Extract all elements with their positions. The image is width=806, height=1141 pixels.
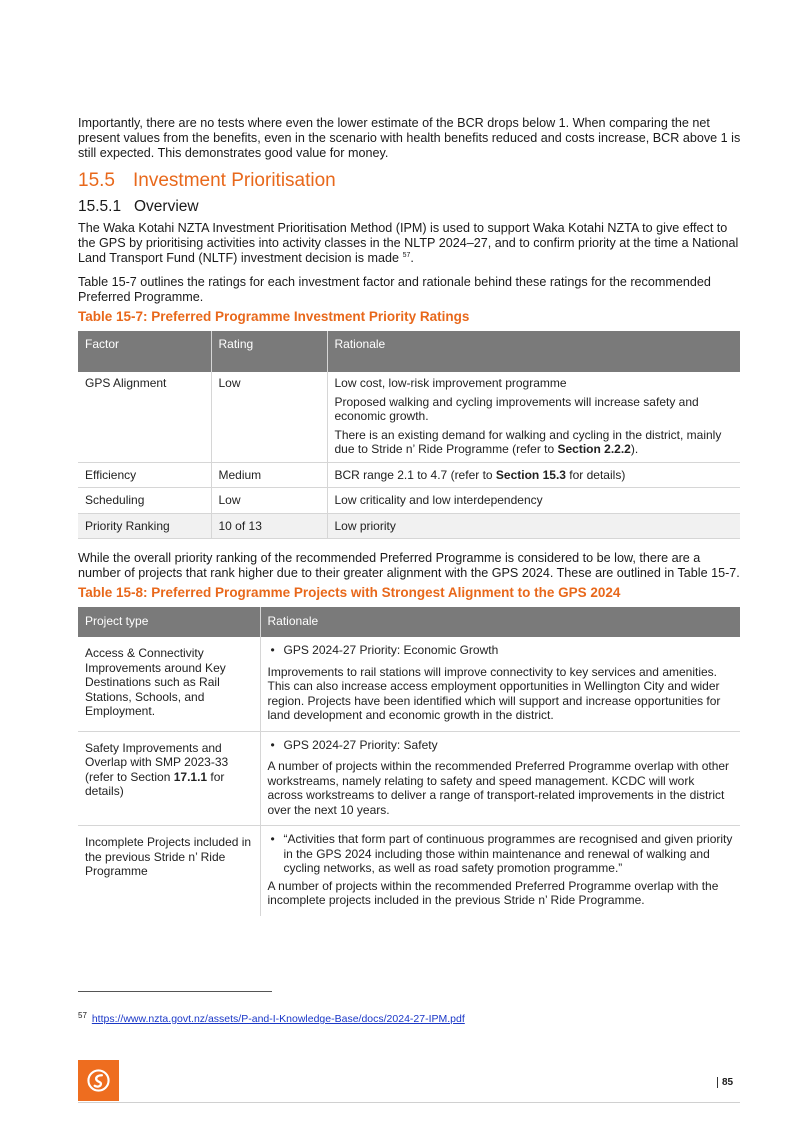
rationale-text: A number of projects within the recommended Preferred Programme overlap with the incomplete projects included in the previous Stride n’ Ride Programme. bbox=[267, 878, 719, 907]
section-ref: 17.1.1 bbox=[173, 769, 208, 784]
table-row bbox=[78, 826, 740, 916]
overview-text: The Waka Kotahi NZTA Investment Prioritisation Method (IPM) is used to support Waka Kotahi NZTA to give effect to the GPS by prioritising activities into activity classes in the NLTP 2024–27, and to confirm priority at the time a National Land Transport Fund (NLTF) investment decision is made bbox=[78, 221, 739, 265]
cell-rationale: Low priority bbox=[327, 513, 740, 539]
table-row bbox=[78, 513, 740, 539]
intro-paragraph: Importantly, there are no tests where even the lower estimate of the BCR drops below 1. When comparing the net present values from the benefits, even in the scenario with health benefits reduced and costs increase, BCR above 1 is still expected. This demonstrates good value for money. bbox=[78, 116, 741, 160]
cell-rationale: Low criticality and low interdependency bbox=[327, 488, 740, 514]
rationale-text: BCR range 2.1 to 4.7 (refer to bbox=[334, 467, 496, 482]
subsection-number: 15.5.1 bbox=[78, 198, 122, 215]
section-ref: Section 2.2.2 bbox=[557, 442, 631, 456]
header-rating: Rating bbox=[211, 331, 327, 372]
cell-project-type bbox=[78, 731, 260, 826]
cell-project-type: Incomplete Projects included in the previous Stride n’ Ride Programme bbox=[85, 835, 252, 878]
cell-rationale bbox=[260, 637, 740, 731]
cell-rationale bbox=[327, 462, 740, 488]
gps-alignment-table bbox=[78, 607, 740, 916]
table-row bbox=[78, 488, 740, 514]
table8-caption: Table 15-8: Preferred Programme Projects with Strongest Alignment to the GPS 2024 bbox=[78, 585, 621, 600]
section-title: Investment Prioritisation bbox=[133, 170, 336, 191]
header-rationale: Rationale bbox=[327, 331, 740, 372]
header-project-type: Project type bbox=[78, 607, 260, 637]
priority-ratings-table bbox=[78, 331, 740, 539]
list-item: • GPS 2024-27 Priority: Economic Growth bbox=[268, 643, 734, 658]
subsection-heading bbox=[78, 198, 742, 216]
brand-logo-icon bbox=[78, 1060, 119, 1101]
footnote-link[interactable]: https://www.nzta.govt.nz/assets/P-and-I-Knowledge-Base/docs/2024-27-IPM.pdf bbox=[91, 1013, 465, 1025]
cell-rating: Low bbox=[211, 488, 327, 514]
table-row bbox=[78, 731, 740, 826]
header-rationale: Rationale bbox=[260, 607, 740, 637]
section-ref: Section 15.3 bbox=[495, 467, 566, 482]
footnote-ref-57[interactable]: 57 bbox=[402, 251, 411, 259]
table-row bbox=[78, 462, 740, 488]
footer-divider bbox=[78, 1102, 740, 1103]
section-heading bbox=[78, 170, 742, 192]
cell-rating: Low bbox=[211, 372, 327, 462]
table-header-row bbox=[78, 331, 740, 372]
page-content bbox=[78, 116, 742, 916]
list-item: • “Activities that form part of continuous programmes are recognised and given priority in the GPS 2024 including those within maintenance and renewal of walking and cycling networks, as well as road safety promotion programme.” bbox=[268, 832, 734, 876]
cell-rationale bbox=[327, 372, 740, 462]
footnote-number: 57 bbox=[78, 1010, 87, 1020]
rationale-line: Proposed walking and cycling improvements will increase safety and economic growth. bbox=[334, 394, 699, 423]
rationale-text: for details) bbox=[565, 467, 626, 482]
priority-list bbox=[268, 832, 734, 876]
overview-paragraph bbox=[78, 221, 742, 266]
table7-intro: Table 15-7 outlines the ratings for each investment factor and rationale behind these ratings for the recommended Preferred Programme. bbox=[78, 275, 711, 304]
priority-list bbox=[268, 738, 734, 753]
cell-rationale bbox=[260, 731, 740, 826]
rationale-text: Improvements to rail stations will improve connectivity to key services and amenities. This can also increase access employment opportunities in Wellington City and wider region. Projects have been identified which will support and increase opportunities for land development and economic growth in the district. bbox=[267, 664, 721, 722]
overview-period: . bbox=[410, 251, 414, 265]
rationale-line bbox=[335, 428, 734, 457]
cell-factor: Scheduling bbox=[78, 488, 211, 514]
cell-project-type: Access & Connectivity Improvements around Key Destinations such as Rail Stations, Schools, and Employment. bbox=[78, 637, 260, 731]
footnote-divider bbox=[78, 991, 272, 992]
rationale-text: ). bbox=[630, 442, 639, 456]
rationale-text: A number of projects within the recommended Preferred Programme overlap with other workstreams, namely relating to safety and speed management. KCDC will work across workstreams to deliver a range of transport-related improvements in the district over the next 10 years. bbox=[267, 759, 730, 817]
cell-factor: Priority Ranking bbox=[78, 513, 211, 539]
cell-rating: 10 of 13 bbox=[211, 513, 327, 539]
list-item: • GPS 2024-27 Priority: Safety bbox=[268, 738, 734, 753]
rationale-line: Low cost, low-risk improvement programme bbox=[334, 376, 567, 390]
table-row bbox=[78, 372, 740, 462]
rationale-text: There is an existing demand for walking and cycling in the district, mainly due to Stride n’ Ride Programme (refer to bbox=[334, 427, 722, 456]
table8-intro: While the overall priority ranking of the recommended Preferred Programme is considered to be low, there are a number of projects that rank higher due to their greater alignment with the GPS 2024. These are outlined in Table 15-7. bbox=[78, 551, 740, 580]
cell-rating: Medium bbox=[211, 462, 327, 488]
cell-rationale bbox=[260, 826, 740, 916]
section-number: 15.5 bbox=[78, 170, 115, 191]
priority-list bbox=[268, 643, 734, 658]
page-number: 85 bbox=[717, 1077, 733, 1088]
header-factor: Factor bbox=[78, 331, 211, 372]
subsection-title: Overview bbox=[134, 198, 199, 215]
project-text: Safety Improvements and Overlap with SMP 2023-33 (refer to Section bbox=[85, 740, 229, 784]
table-header-row bbox=[78, 607, 740, 637]
footnote bbox=[78, 1010, 465, 1026]
table7-caption: Table 15-7: Preferred Programme Investment Priority Ratings bbox=[78, 309, 470, 324]
cell-factor: GPS Alignment bbox=[78, 372, 211, 462]
cell-factor: Efficiency bbox=[78, 462, 211, 488]
project-text: for details) bbox=[85, 769, 225, 798]
table-row bbox=[78, 637, 740, 731]
